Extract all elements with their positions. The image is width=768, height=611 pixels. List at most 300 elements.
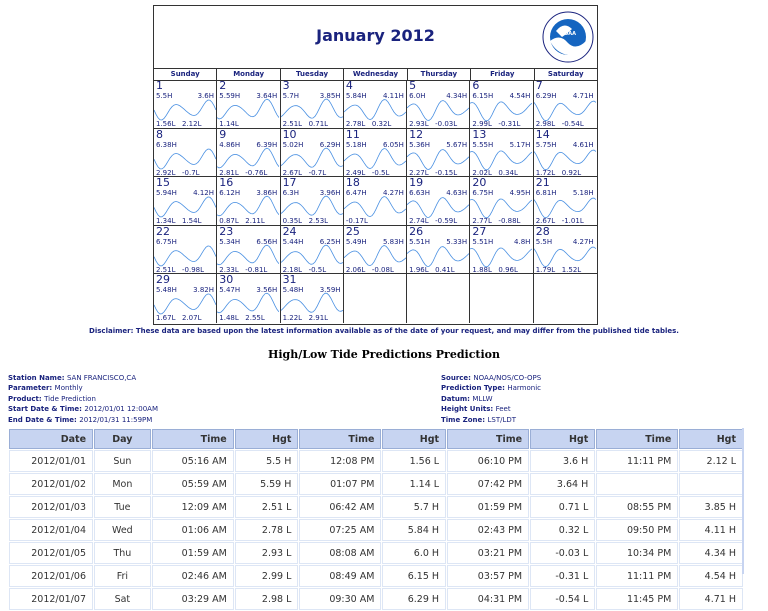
high-tide-value: 3.82H	[193, 286, 214, 295]
table-cell: 3.85 H	[679, 496, 743, 518]
high-tide-value: 4.12H	[193, 189, 214, 198]
calendar-day-number: 7	[535, 80, 543, 92]
low-tide-value: 1.22L	[282, 314, 303, 323]
metadata-row	[441, 404, 541, 414]
calendar-day-cell	[534, 80, 597, 129]
calendar-day-number: 10	[282, 128, 297, 141]
metadata-value: Harmonic	[507, 384, 542, 393]
calendar-day-cell	[344, 226, 407, 275]
low-tide-value: 0.87L	[219, 217, 239, 226]
high-tide-value: 5.51H	[409, 237, 430, 246]
high-tide-value: 5.7H	[282, 92, 299, 100]
table-cell: 12:08 PM	[299, 450, 381, 472]
table-cell: 08:49 AM	[299, 565, 381, 587]
table-cell: 0.71 L	[530, 496, 595, 518]
table-cell: 2.98 L	[235, 588, 299, 610]
table-cell: 05:16 AM	[152, 450, 234, 472]
column-header[interactable]: Date	[9, 429, 93, 449]
table-cell: 11:11 PM	[596, 450, 678, 472]
calendar-day-cell	[281, 80, 344, 129]
low-tide-value: -0.5L	[371, 168, 390, 177]
column-header[interactable]: Time	[447, 429, 529, 449]
high-tide-value: 6.63H	[409, 189, 430, 198]
high-tide-value: 5.47H	[219, 286, 241, 295]
table-cell: 08:08 AM	[299, 542, 381, 564]
high-tide-value: 5.34H	[219, 237, 241, 246]
calendar-day-cell	[217, 177, 280, 226]
calendar-day-number: 12	[409, 128, 424, 141]
low-tide-value: 2.49L	[345, 168, 366, 177]
table-cell: 2012/01/04	[9, 519, 93, 541]
high-tide-value: 6.56H	[256, 237, 278, 246]
metadata-label: Datum:	[441, 394, 473, 403]
table-cell: 5.7 H	[382, 496, 446, 518]
column-header[interactable]: Time	[152, 429, 234, 449]
column-header[interactable]: Time	[299, 429, 381, 449]
day-of-week-header: Tuesday	[281, 68, 344, 80]
table-cell: 2012/01/03	[9, 496, 93, 518]
low-tide-value: 2.18L	[282, 265, 303, 274]
metadata-row	[8, 383, 158, 393]
table-cell: 06:10 PM	[447, 450, 529, 472]
high-tide-value: 3.59H	[319, 286, 341, 295]
table-cell: -0.31 L	[530, 565, 595, 587]
metadata-row	[441, 415, 541, 425]
metadata-label: Height Units:	[441, 405, 496, 414]
high-tide-value: 3.56H	[256, 286, 278, 295]
high-tide-value: 4.34H	[446, 92, 468, 100]
metadata-row	[8, 394, 158, 404]
low-tide-value: 2.02L	[472, 168, 492, 177]
metadata-value: Tide Prediction	[44, 394, 96, 403]
table-cell: 02:46 AM	[152, 565, 234, 587]
metadata-label: Product:	[8, 394, 45, 403]
high-tide-value: 5.48H	[282, 286, 304, 295]
scrollbar-track[interactable]	[742, 428, 744, 574]
high-tide-value: 6.0H	[409, 92, 426, 100]
metadata-value: MLLW	[472, 394, 493, 403]
column-header[interactable]: Hgt	[679, 429, 743, 449]
calendar-header	[154, 6, 597, 69]
table-cell: 01:59 PM	[447, 496, 529, 518]
disclaimer-text: Disclaimer: These data are based upon the latest information available as of the date of your request, and may differ from the published tide tables.	[89, 327, 679, 335]
table-row	[9, 473, 743, 495]
calendar-day-number: 24	[282, 225, 297, 238]
high-tide-value: 4.63H	[446, 189, 468, 198]
high-tide-value: 5.18H	[572, 189, 594, 198]
low-tide-value: 2.91L	[308, 314, 329, 323]
high-tide-value: 6.25H	[319, 237, 341, 246]
table-cell	[679, 473, 743, 495]
low-tide-value: 0.92L	[561, 168, 582, 177]
metadata-row	[8, 415, 158, 425]
low-tide-value: 1.72L	[535, 168, 556, 177]
low-tide-value: 1.14L	[219, 120, 239, 128]
low-tide-value: 0.35L	[282, 217, 303, 226]
day-of-week-header: Friday	[471, 68, 534, 80]
table-cell: 4.54 H	[679, 565, 743, 587]
table-cell: 2.78 L	[235, 519, 299, 541]
svg-text:NOAA: NOAA	[559, 31, 577, 37]
calendar-day-number: 30	[219, 274, 234, 287]
low-tide-value: 1.48L	[219, 314, 239, 323]
low-tide-value: -0.88L	[498, 217, 521, 226]
high-tide-value: 5.51H	[472, 237, 494, 246]
calendar-day-number: 3	[282, 80, 290, 92]
noaa-logo-icon	[542, 11, 594, 63]
low-tide-value: 1.96L	[409, 265, 429, 274]
calendar-day-cell	[344, 80, 407, 129]
calendar-day-number: 1	[156, 80, 163, 92]
table-cell: 2.99 L	[235, 565, 299, 587]
source-metadata	[441, 373, 541, 425]
table-cell: 5.5 H	[235, 450, 299, 472]
high-tide-value: 5.02H	[282, 140, 304, 149]
column-header[interactable]: Day	[94, 429, 151, 449]
low-tide-value: 2.98L	[535, 120, 556, 128]
metadata-value: Monthly	[54, 384, 83, 393]
calendar-day-number: 8	[156, 128, 163, 141]
table-cell: 3.6 H	[530, 450, 595, 472]
low-tide-value: 2.77L	[472, 217, 492, 226]
low-tide-value: 2.51L	[282, 120, 303, 128]
day-of-week-header: Thursday	[408, 68, 471, 80]
table-cell: 2012/01/02	[9, 473, 93, 495]
table-cell: Sat	[94, 588, 151, 610]
table-cell: 2012/01/05	[9, 542, 93, 564]
table-cell: 03:57 PM	[447, 565, 529, 587]
metadata-label: Station Name:	[8, 374, 67, 382]
high-tide-value: 5.55H	[472, 140, 494, 149]
calendar-day-cell	[154, 129, 217, 178]
calendar-day-cell	[217, 274, 280, 323]
calendar-day-number: 13	[472, 128, 487, 141]
low-tide-value: 2.67L	[535, 217, 556, 226]
metadata-value: SAN FRANCISCO,CA	[66, 374, 137, 382]
metadata-row	[8, 404, 158, 414]
table-cell: Tue	[94, 496, 151, 518]
table-cell: 4.71 H	[679, 588, 743, 610]
calendar-day-number: 18	[345, 177, 360, 190]
table-cell: 03:29 AM	[152, 588, 234, 610]
table-cell: 5.84 H	[382, 519, 446, 541]
low-tide-value: -0.7L	[308, 168, 327, 177]
calendar-day-cell	[154, 177, 217, 226]
calendar-title: January 2012	[316, 26, 435, 45]
column-header[interactable]: Time	[596, 429, 678, 449]
table-cell: 5.59 H	[235, 473, 299, 495]
calendar-day-number: 28	[535, 225, 550, 238]
high-tide-value: 5.18H	[345, 140, 367, 149]
calendar-day-number: 5	[409, 80, 417, 92]
table-row	[9, 519, 743, 541]
low-tide-value: -0.08L	[371, 265, 394, 274]
calendar-day-cell	[344, 177, 407, 226]
low-tide-value: 2.74L	[409, 217, 429, 226]
low-tide-value: 2.53L	[308, 217, 329, 226]
day-of-week-header: Wednesday	[344, 68, 407, 80]
table-cell: 4.34 H	[679, 542, 743, 564]
high-tide-value: 5.67H	[446, 140, 468, 149]
table-cell: 05:59 AM	[152, 473, 234, 495]
high-tide-value: 6.39H	[256, 140, 278, 149]
calendar-day-number: 29	[156, 274, 170, 287]
table-row	[9, 565, 743, 587]
table-cell: 2012/01/06	[9, 565, 93, 587]
table-cell: Thu	[94, 542, 151, 564]
low-tide-value: 1.79L	[535, 265, 556, 274]
low-tide-value: 2.06L	[345, 265, 366, 274]
metadata-label: End Date & Time:	[8, 415, 80, 424]
calendar-day-cell	[470, 80, 533, 129]
tide-calendar	[153, 5, 598, 325]
high-tide-value: 4.54H	[509, 92, 531, 100]
table-cell: 3.64 H	[530, 473, 595, 495]
table-cell: 11:11 PM	[596, 565, 678, 587]
table-row	[9, 496, 743, 518]
low-tide-value: 0.41L	[435, 265, 455, 274]
high-tide-value: 5.44H	[282, 237, 304, 246]
table-cell: 04:31 PM	[447, 588, 529, 610]
low-tide-value: 0.96L	[498, 265, 518, 274]
high-tide-value: 3.64H	[256, 92, 278, 100]
calendar-empty-cell	[407, 274, 470, 323]
calendar-day-cell	[154, 80, 217, 129]
metadata-label: Prediction Type:	[441, 384, 508, 393]
low-tide-value: 1.67L	[156, 314, 176, 323]
metadata-label: Parameter:	[8, 384, 55, 393]
high-tide-value: 5.83H	[382, 237, 404, 246]
metadata-row	[8, 373, 158, 383]
calendar-day-number: 23	[219, 225, 234, 238]
calendar-day-cell	[470, 177, 533, 226]
table-cell: 07:25 AM	[299, 519, 381, 541]
low-tide-value: 2.55L	[245, 314, 265, 323]
calendar-day-cell	[281, 274, 344, 323]
calendar-day-cell	[407, 177, 470, 226]
low-tide-value: 2.33L	[219, 265, 239, 274]
metadata-label: Source:	[441, 374, 474, 382]
high-tide-value: 6.05H	[382, 140, 404, 149]
table-cell: 10:34 PM	[596, 542, 678, 564]
calendar-day-cell	[217, 80, 280, 129]
table-header-row	[9, 429, 743, 449]
high-tide-value: 3.96H	[319, 189, 341, 198]
low-tide-value: 2.07L	[182, 314, 202, 323]
table-cell: 2012/01/01	[9, 450, 93, 472]
low-tide-value: 2.99L	[472, 120, 492, 128]
day-of-week-header: Saturday	[547, 70, 584, 78]
table-cell: 2012/01/07	[9, 588, 93, 610]
metadata-label: Time Zone:	[441, 415, 488, 424]
table-cell: 2.51 L	[235, 496, 299, 518]
table-cell: 1.56 L	[382, 450, 446, 472]
table-cell: 0.32 L	[530, 519, 595, 541]
high-tide-value: 6.81H	[535, 189, 557, 198]
low-tide-value: 0.34L	[498, 168, 518, 177]
low-tide-value: -0.5L	[308, 265, 327, 274]
calendar-day-cell	[407, 226, 470, 275]
high-tide-value: 4.11H	[382, 92, 404, 100]
low-tide-value: 2.78L	[345, 120, 366, 128]
calendar-day-number: 26	[409, 225, 424, 238]
table-cell: 02:43 PM	[447, 519, 529, 541]
calendar-day-number: 22	[156, 225, 170, 238]
low-tide-value: 1.54L	[182, 217, 202, 226]
table-cell: 09:30 AM	[299, 588, 381, 610]
calendar-day-number: 27	[472, 225, 487, 238]
high-tide-value: 5.5H	[535, 237, 553, 246]
high-tide-value: 5.48H	[156, 286, 177, 295]
low-tide-value: -0.81L	[245, 265, 268, 274]
metadata-value: 2012/01/31 11:59PM	[79, 415, 153, 424]
calendar-day-cell	[217, 129, 280, 178]
low-tide-value: 2.11L	[245, 217, 265, 226]
low-tide-value: 2.93L	[409, 120, 429, 128]
table-cell: 01:07 PM	[299, 473, 381, 495]
metadata-row	[441, 383, 541, 393]
low-tide-value: 1.52L	[561, 265, 582, 274]
low-tide-value: -1.01L	[561, 217, 584, 226]
high-tide-value: 5.59H	[219, 92, 241, 100]
high-tide-value: 4.95H	[509, 189, 531, 198]
table-cell: 12:09 AM	[152, 496, 234, 518]
low-tide-value: 2.81L	[219, 168, 239, 177]
high-tide-value: 5.17H	[509, 140, 531, 149]
calendar-day-cell	[154, 274, 217, 323]
calendar-day-number: 11	[345, 128, 360, 141]
low-tide-value: 2.92L	[156, 168, 176, 177]
column-header[interactable]: Hgt	[382, 429, 446, 449]
table-cell: Mon	[94, 473, 151, 495]
low-tide-value: 1.56L	[156, 120, 176, 128]
tide-predictions-table	[8, 428, 744, 611]
column-header[interactable]: Hgt	[235, 429, 299, 449]
calendar-day-cell	[534, 226, 597, 275]
table-cell: Fri	[94, 565, 151, 587]
calendar-day-number: 2	[219, 80, 227, 92]
low-tide-value: 2.67L	[282, 168, 303, 177]
calendar-day-number: 14	[535, 128, 550, 141]
table-cell: 09:50 PM	[596, 519, 678, 541]
table-cell: 11:45 PM	[596, 588, 678, 610]
low-tide-value: -0.17L	[345, 217, 368, 226]
table-cell: 1.14 L	[382, 473, 446, 495]
low-tide-value: 0.32L	[371, 120, 392, 128]
table-cell: 01:06 AM	[152, 519, 234, 541]
high-tide-value: 6.75H	[156, 237, 177, 246]
high-tide-value: 4.61H	[572, 140, 594, 149]
high-tide-value: 4.27H	[572, 237, 594, 246]
calendar-day-number: 17	[282, 177, 297, 190]
table-cell: 6.15 H	[382, 565, 446, 587]
low-tide-value: 1.34L	[156, 217, 176, 226]
metadata-value: 2012/01/01 12:00AM	[84, 405, 158, 414]
calendar-day-number: 6	[472, 80, 480, 92]
high-tide-value: 4.8H	[514, 237, 531, 246]
table-cell: 01:59 AM	[152, 542, 234, 564]
low-tide-value: -0.59L	[435, 217, 458, 226]
metadata-value: Feet	[495, 405, 511, 414]
table-cell: 4.11 H	[679, 519, 743, 541]
low-tide-value: -0.03L	[435, 120, 458, 128]
metadata-row	[441, 394, 541, 404]
metadata-row	[441, 373, 541, 383]
calendar-day-number: 16	[219, 177, 234, 190]
calendar-day-cell	[407, 80, 470, 129]
low-tide-value: -0.54L	[561, 120, 584, 128]
high-tide-value: 5.84H	[345, 92, 367, 100]
high-tide-value: 6.12H	[219, 189, 241, 198]
calendar-day-cell	[344, 129, 407, 178]
column-header[interactable]: Hgt	[530, 429, 595, 449]
low-tide-value: -0.98L	[182, 265, 205, 274]
high-tide-value: 6.29H	[535, 92, 557, 100]
calendar-day-cell	[534, 129, 597, 178]
calendar-day-cell	[470, 226, 533, 275]
calendar-empty-cell	[470, 274, 533, 323]
low-tide-value: 0.71L	[308, 120, 329, 128]
table-cell: Wed	[94, 519, 151, 541]
high-tide-value: 6.75H	[472, 189, 494, 198]
low-tide-value: 2.51L	[156, 265, 176, 274]
high-tide-value: 6.38H	[156, 140, 177, 149]
high-tide-value: 4.27H	[382, 189, 404, 198]
high-tide-value: 3.85H	[319, 92, 341, 100]
table-cell: Sun	[94, 450, 151, 472]
table-cell: -0.03 L	[530, 542, 595, 564]
day-of-week-header: Monday	[217, 68, 280, 80]
calendar-day-cell	[217, 226, 280, 275]
table-cell: 6.0 H	[382, 542, 446, 564]
high-tide-value: 5.49H	[345, 237, 367, 246]
calendar-day-number: 25	[345, 225, 360, 238]
calendar-empty-cell	[344, 274, 407, 323]
table-row	[9, 450, 743, 472]
metadata-value: NOAA/NOS/CO-OPS	[473, 374, 542, 382]
calendar-day-cell	[154, 226, 217, 275]
high-tide-value: 5.75H	[535, 140, 557, 149]
table-cell: -0.54 L	[530, 588, 595, 610]
table-cell: 03:21 PM	[447, 542, 529, 564]
calendar-day-cell	[281, 226, 344, 275]
calendar-day-cell	[407, 129, 470, 178]
high-tide-value: 6.47H	[345, 189, 367, 198]
calendar-day-cell	[281, 177, 344, 226]
calendar-day-cell	[534, 177, 597, 226]
low-tide-value: -0.76L	[245, 168, 268, 177]
table-cell	[596, 473, 678, 495]
metadata-value: LST/LDT	[487, 415, 517, 424]
high-tide-value: 6.29H	[319, 140, 341, 149]
high-tide-value: 5.94H	[156, 189, 177, 198]
low-tide-value: -0.31L	[498, 120, 521, 128]
calendar-day-cell	[470, 129, 533, 178]
table-cell: 08:55 PM	[596, 496, 678, 518]
calendar-day-number: 21	[535, 177, 550, 190]
calendar-day-number: 15	[156, 177, 170, 190]
low-tide-value: 2.27L	[409, 168, 429, 177]
table-cell: 06:42 AM	[299, 496, 381, 518]
low-tide-value: 2.12L	[182, 120, 202, 128]
high-tide-value: 4.71H	[572, 92, 594, 100]
high-tide-value: 3.6H	[197, 92, 214, 100]
calendar-day-number: 31	[282, 274, 297, 287]
calendar-day-cell	[281, 129, 344, 178]
report-title: High/Low Tide Predictions Prediction	[267, 348, 500, 361]
table-row	[9, 588, 743, 610]
metadata-label: Start Date & Time:	[8, 405, 85, 414]
